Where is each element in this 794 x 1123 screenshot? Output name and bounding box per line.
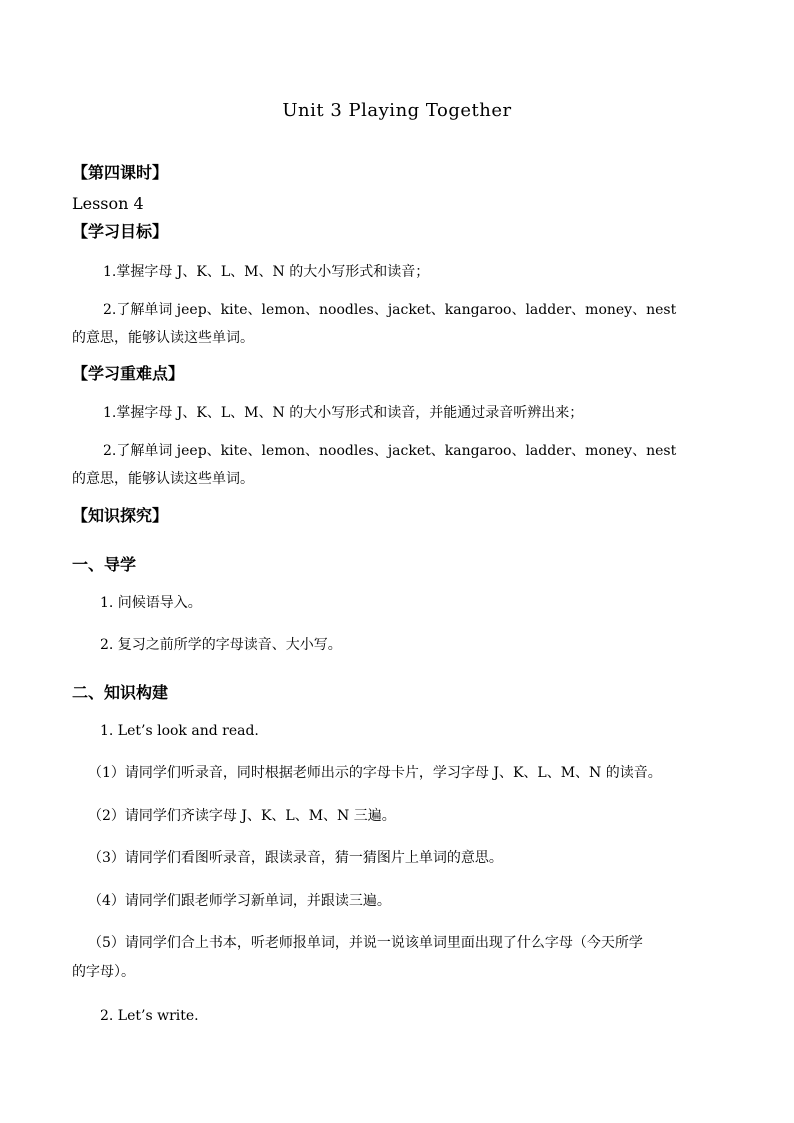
objective-item-2: 2.了解单词 jeep、kite、lemon、noodles、jacket、kangaroo、ladder、money、nest: [103, 302, 677, 318]
build-step-4: （4）请同学们跟老师学习新单词，并跟读三遍。: [88, 893, 391, 909]
objective-item-2-continued: 的意思，能够认读这些单词。: [72, 330, 254, 346]
lesson-label: Lesson 4: [72, 194, 144, 213]
guide-item-2: 2. 复习之前所学的字母读音、大小写。: [100, 637, 342, 653]
objective-item-1: 1.掌握字母 J、K、L、M、N 的大小写形式和读音；: [103, 264, 430, 280]
document-title: Unit 3 Playing Together: [282, 100, 512, 121]
guide-item-1: 1. 问候语导入。: [100, 595, 202, 611]
build-step-1: （1）请同学们听录音，同时根据老师出示的字母卡片，学习字母 J、K、L、M、N 的读音。: [88, 765, 662, 781]
key-point-item-2-continued: 的意思，能够认读这些单词。: [72, 471, 254, 487]
build-heading: 二、知识构建: [72, 683, 169, 702]
guide-heading: 一、导学: [72, 555, 137, 574]
build-item-2: 2. Let’s write.: [100, 1008, 199, 1024]
build-step-5: （5）请同学们合上书本，听老师报单词，并说一说该单词里面出现了什么字母（今天所学: [88, 935, 643, 951]
build-step-2: （2）请同学们齐读字母 J、K、L、M、N 三遍。: [88, 808, 396, 824]
build-step-3: （3）请同学们看图听录音，跟读录音，猜一猜图片上单词的意思。: [88, 850, 503, 866]
exploration-heading: 【知识探究】: [72, 506, 169, 525]
key-points-heading: 【学习重难点】: [72, 364, 185, 383]
build-item-1: 1. Let’s look and read.: [100, 723, 259, 739]
period-heading: 【第四课时】: [72, 163, 169, 182]
key-point-item-1: 1.掌握字母 J、K、L、M、N 的大小写形式和读音，并能通过录音听辨出来；: [103, 405, 584, 421]
objectives-heading: 【学习目标】: [72, 222, 169, 241]
build-step-5-continued: 的字母）。: [72, 964, 135, 980]
key-point-item-2: 2.了解单词 jeep、kite、lemon、noodles、jacket、kangaroo、ladder、money、nest: [103, 443, 677, 459]
